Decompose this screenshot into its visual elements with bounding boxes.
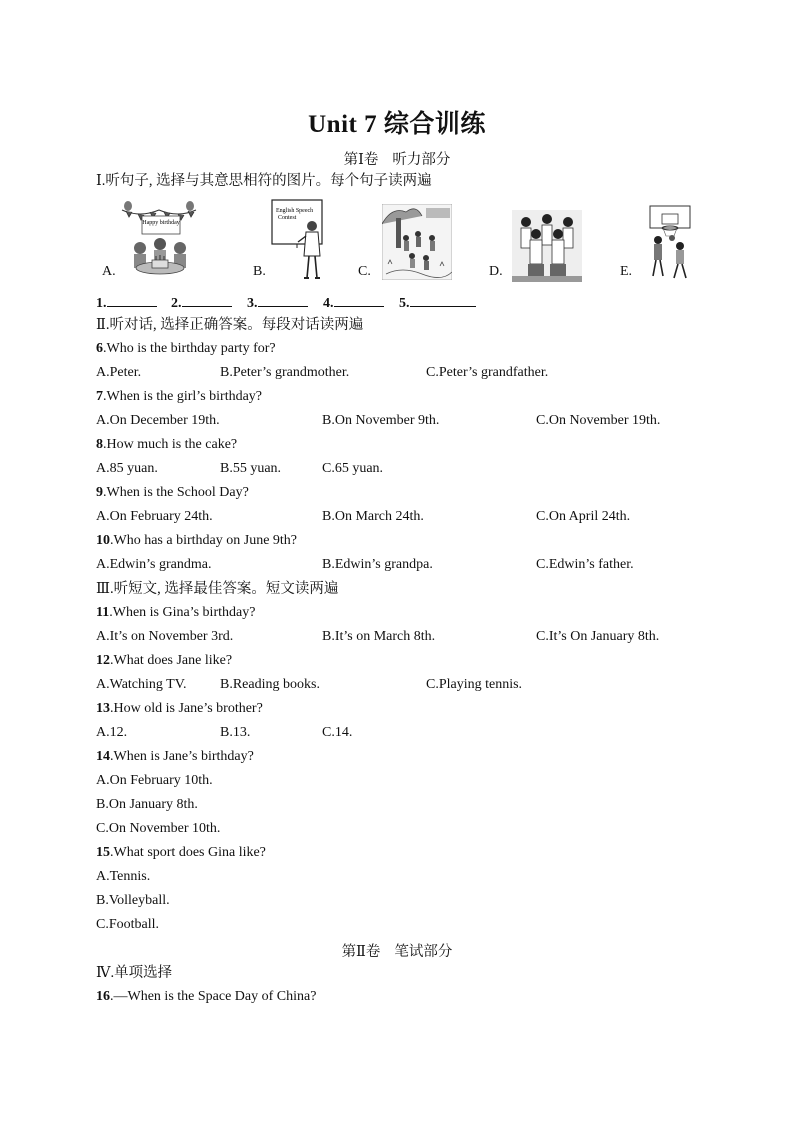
picture-label-e: E. xyxy=(620,264,633,279)
q7-option-c[interactable]: C.On November 19th. xyxy=(536,413,661,428)
part-1-heading xyxy=(0,148,794,169)
q8-option-a[interactable]: A.85 yuan. xyxy=(96,461,158,476)
basketball-picture xyxy=(644,204,696,282)
part-2-name: 笔试部分 xyxy=(394,944,453,960)
q12-option-b[interactable]: B.Reading books. xyxy=(220,677,320,692)
q12-option-c[interactable]: C.Playing tennis. xyxy=(426,677,523,692)
section-1-heading: Ⅰ.听句子, 选择与其意思相符的图片。每个句子读两遍 xyxy=(96,173,432,189)
q13-option-b[interactable]: B.13. xyxy=(220,725,251,740)
picture-label-a: A. xyxy=(102,264,116,279)
q6-option-c[interactable]: C.Peter’s grandfather. xyxy=(426,365,549,380)
question-8: 8.How much is the cake? xyxy=(96,437,238,452)
part-1-label: 第Ⅰ卷 xyxy=(343,152,379,168)
q11-option-b[interactable]: B.It’s on March 8th. xyxy=(322,629,436,644)
q13-option-c[interactable]: C.14. xyxy=(322,725,353,740)
question-9: 9.When is the School Day? xyxy=(96,485,249,500)
question-10: 10.Who has a birthday on June 9th? xyxy=(96,533,298,548)
q10-option-c[interactable]: C.Edwin’s father. xyxy=(536,557,634,572)
q11-option-a[interactable]: A.It’s on November 3rd. xyxy=(96,629,234,644)
q9-option-c[interactable]: C.On April 24th. xyxy=(536,509,631,524)
page-title: Unit 7 综合训练 xyxy=(308,111,486,138)
q8-option-b[interactable]: B.55 yuan. xyxy=(220,461,282,476)
section-4-heading: Ⅳ.单项选择 xyxy=(96,965,173,981)
q11-option-c[interactable]: C.It’s On January 8th. xyxy=(536,629,660,644)
picture-label-b: B. xyxy=(253,264,266,279)
q14-option-c[interactable]: C.On November 10th. xyxy=(96,821,221,836)
q10-option-a[interactable]: A.Edwin’s grandma. xyxy=(96,557,212,572)
answer-blank-1[interactable]: 1. xyxy=(96,292,157,312)
birthday-party-picture xyxy=(120,200,198,280)
q6-option-b[interactable]: B.Peter’s grandmother. xyxy=(220,365,350,380)
q14-option-a[interactable]: A.On February 10th. xyxy=(96,773,213,788)
question-14: 14.When is Jane’s birthday? xyxy=(96,749,254,764)
question-13: 13.How old is Jane’s brother? xyxy=(96,701,263,716)
part-2-label: 第Ⅱ卷 xyxy=(341,944,381,960)
q12-option-a[interactable]: A.Watching TV. xyxy=(96,677,187,692)
outdoor-play-picture xyxy=(382,204,452,280)
q9-option-b[interactable]: B.On March 24th. xyxy=(322,509,424,524)
q9-option-a[interactable]: A.On February 24th. xyxy=(96,509,213,524)
part-1-name: 听力部分 xyxy=(392,152,451,168)
q13-option-a[interactable]: A.12. xyxy=(96,725,128,740)
picture-label-c: C. xyxy=(358,264,371,279)
speech-contest-board-text: English Speech Contest xyxy=(276,208,314,221)
answer-blank-3[interactable]: 3. xyxy=(247,292,308,312)
q15-option-a[interactable]: A.Tennis. xyxy=(96,869,151,884)
answer-blank-5[interactable]: 5. xyxy=(399,292,476,312)
happy-birthday-banner-text: Happy birthday xyxy=(142,220,180,226)
section-2-heading: Ⅱ.听对话, 选择正确答案。每段对话读两遍 xyxy=(96,317,364,333)
students-group-picture xyxy=(512,210,582,282)
q10-option-b[interactable]: B.Edwin’s grandpa. xyxy=(322,557,433,572)
answer-blank-4[interactable]: 4. xyxy=(323,292,384,312)
question-6: 6.Who is the birthday party for? xyxy=(96,341,276,356)
question-11: 11.When is Gina’s birthday? xyxy=(96,605,256,620)
question-16: 16.—When is the Space Day of China? xyxy=(96,989,317,1004)
q7-option-a[interactable]: A.On December 19th. xyxy=(96,413,220,428)
question-15: 15.What sport does Gina like? xyxy=(96,845,266,860)
q15-option-c[interactable]: C.Football. xyxy=(96,917,160,932)
q8-option-c[interactable]: C.65 yuan. xyxy=(322,461,384,476)
q14-option-b[interactable]: B.On January 8th. xyxy=(96,797,198,812)
speech-contest-picture xyxy=(270,198,340,282)
section-3-heading: Ⅲ.听短文, 选择最佳答案。短文读两遍 xyxy=(96,581,339,597)
picture-label-d: D. xyxy=(489,264,503,279)
answer-blank-2[interactable]: 2. xyxy=(171,292,232,312)
q15-option-b[interactable]: B.Volleyball. xyxy=(96,893,170,908)
part-2-heading xyxy=(0,940,794,961)
q6-option-a[interactable]: A.Peter. xyxy=(96,365,142,380)
q7-option-b[interactable]: B.On November 9th. xyxy=(322,413,440,428)
question-12: 12.What does Jane like? xyxy=(96,653,233,668)
question-7: 7.When is the girl’s birthday? xyxy=(96,389,263,404)
